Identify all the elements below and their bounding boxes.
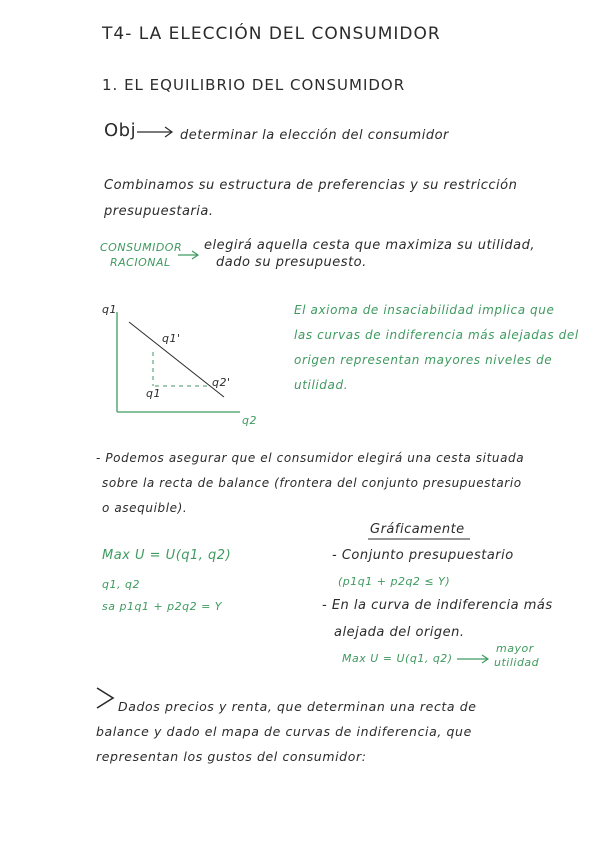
utility-arrow-icon <box>457 655 488 663</box>
right-bullet-2b: alejada del origen. <box>334 625 465 640</box>
graph-x-label: q2 <box>242 414 257 427</box>
right-bullet-1: - Conjunto presupuestario <box>332 548 514 563</box>
obj-text: determinar la elección del consumidor <box>180 128 449 143</box>
rational-line-2: dado su presupuesto. <box>216 255 367 270</box>
final-text: Dados precios y renta, que determinan una recta de <box>118 699 477 714</box>
rational-label-1: CONSUMIDOR <box>100 241 183 254</box>
rational-line-1: elegirá aquella cesta que maximiza su utilidad, <box>204 238 535 253</box>
mayor-label: mayor <box>496 642 534 655</box>
graph-y-label: q1 <box>102 303 117 316</box>
choice-variables: q1, q2 <box>102 578 140 591</box>
graph-origin-q1: q1 <box>146 387 161 400</box>
graph-point-q1: q1' <box>162 332 181 345</box>
obj-arrow-icon <box>137 127 172 137</box>
obj-label: Obj <box>104 120 137 141</box>
combine-line-2: presupuestaria. <box>104 204 214 219</box>
budget-constraint: sa p1q1 + p2q2 = Y <box>102 600 223 613</box>
axiom-text: El axioma de insaciabilidad implica que las curvas de indiferencia más alejadas del origen representan mayores niveles de utilidad. <box>294 303 579 392</box>
page-title: T4- LA ELECCIÓN DEL CONSUMIDOR <box>102 24 441 44</box>
combine-line-1: Combinamos su estructura de preferencias y su restricción <box>104 178 518 193</box>
utilidad-label: utilidad <box>494 656 540 669</box>
graph-dashed-guides <box>153 352 207 386</box>
section-heading: 1. EL EQUILIBRIO DEL CONSUMIDOR <box>102 76 406 94</box>
graph-point-q2: q2' <box>212 376 231 389</box>
right-bullet-2a: - En la curva de indiferencia más <box>322 598 553 613</box>
budget-inequality: (p1q1 + p2q2 ≤ Y) <box>338 575 451 588</box>
assure-text: - Podemos asegurar que el consumidor elegirá una cesta situada sobre la recta de balance (frontera del conjunto presupuestario o asequible). <box>96 451 525 515</box>
graphic-heading: Gráficamente <box>370 522 465 537</box>
chevron-right-icon <box>97 688 113 708</box>
final-text-cont: balance y dado el mapa de curvas de indiferencia, que representan los gustos del consumidor: <box>96 724 472 764</box>
rational-label-2: RACIONAL <box>110 256 171 269</box>
max-utility-2: Max U = U(q1, q2) <box>342 652 453 665</box>
max-utility: Max U = U(q1, q2) <box>102 548 232 563</box>
